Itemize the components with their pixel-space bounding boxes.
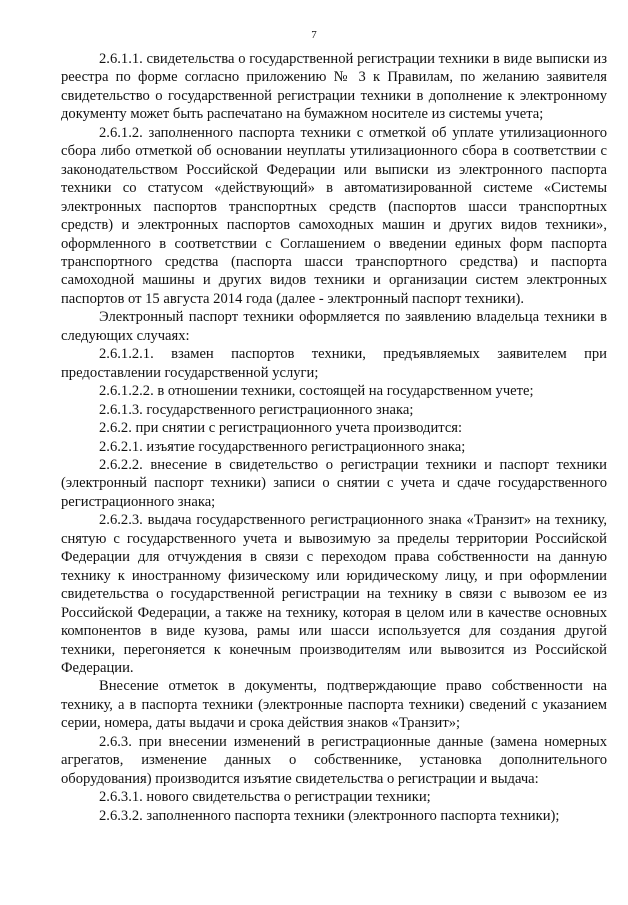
paragraph-2-6-3-2: 2.6.3.2. заполненного паспорта техники (электронного паспорта техники); [99, 807, 560, 824]
paragraph-transit-marks: Внесение отметок в документы, подтверждающие право собственности на технику, а в паспорта техники (электронные паспорта техники) сведений с указанием серии, номера, даты выдачи и срока действия знаков «Транзит»; [61, 678, 607, 732]
paragraph-2-6-1-3: 2.6.1.3. государственного регистрационного знака; [99, 401, 414, 418]
page-number: 7 [311, 29, 317, 41]
document-body [61, 50, 607, 825]
paragraph-2-6-1-1: 2.6.1.1. свидетельства о государственной регистрации техники в виде выписки из реестра по форме согласно приложению № 3 к Правилам, по желанию заявителя свидетельство о государственной регистрации техники в дополнение к электронному документу может быть распечатано на бумажном носителе из системы учета; [61, 51, 607, 123]
paragraph-2-6-2-3: 2.6.2.3. выдача государственного регистрационного знака «Транзит» на технику, снятую с государственного учета и вывозимую за пределы территории Российской Федерации для отчуждения в связи с переходом права собственности на данную технику к иностранному физическому или юридическому лицу, и при оформлении свидетельства о государственной регистрации на технику в связи с вывозом ее из Российской Федерации, а также на технику, которая в целом или в качестве основных компонентов в виде кузова, рамы или шасси используется для создания другой техники, перегоняется к конечным производителям или вывозится из Российской Федерации. [61, 512, 607, 676]
paragraph-2-6-2: 2.6.2. при снятии с регистрационного учета производится: [99, 420, 463, 437]
paragraph-electronic-passport: Электронный паспорт техники оформляется по заявлению владельца техники в следующих случаях: [61, 309, 607, 344]
paragraph-2-6-3-1: 2.6.3.1. нового свидетельства о регистрации техники; [99, 789, 431, 806]
paragraph-2-6-1-2: 2.6.1.2. заполненного паспорта техники с отметкой об уплате утилизационного сбора либо отметкой об основании неуплаты утилизационного сбора в соответствии с законодательством Российской Федерации или выписки из электронного паспорта техники со статусом «действующий» в автоматизированной системе «Системы электронных паспортов транспортных средств (паспортов шасси транспортных средств) и электронных паспортов самоходных машин и других видов техники», оформленного в соответствии с Соглашением о введении единых форм паспорта транспортного средства (паспорта шасси транспортного средства) и паспорта самоходной машины и других видов техники и организации систем электронных паспортов от 15 августа 2014 года (далее - электронный паспорт техники). [61, 124, 607, 307]
paragraph-2-6-2-2: 2.6.2.2. внесение в свидетельство о регистрации техники и паспорт техники (электронный паспорт техники) записи о снятии с учета и сдаче государственного регистрационного знака; [61, 456, 607, 510]
paragraph-2-6-1-2-2: 2.6.1.2.2. в отношении техники, состоящей на государственном учете; [99, 383, 534, 400]
paragraph-2-6-2-1: 2.6.2.1. изъятие государственного регистрационного знака; [99, 438, 466, 455]
paragraph-2-6-3: 2.6.3. при внесении изменений в регистрационные данные (замена номерных агрегатов, изменение данных о собственнике, установка дополнительного оборудования) производится изъятие свидетельства о регистрации и выдача: [61, 733, 607, 787]
paragraph-2-6-1-2-1: 2.6.1.2.1. взамен паспортов техники, предъявляемых заявителем при предоставлении государственной услуги; [61, 346, 607, 381]
